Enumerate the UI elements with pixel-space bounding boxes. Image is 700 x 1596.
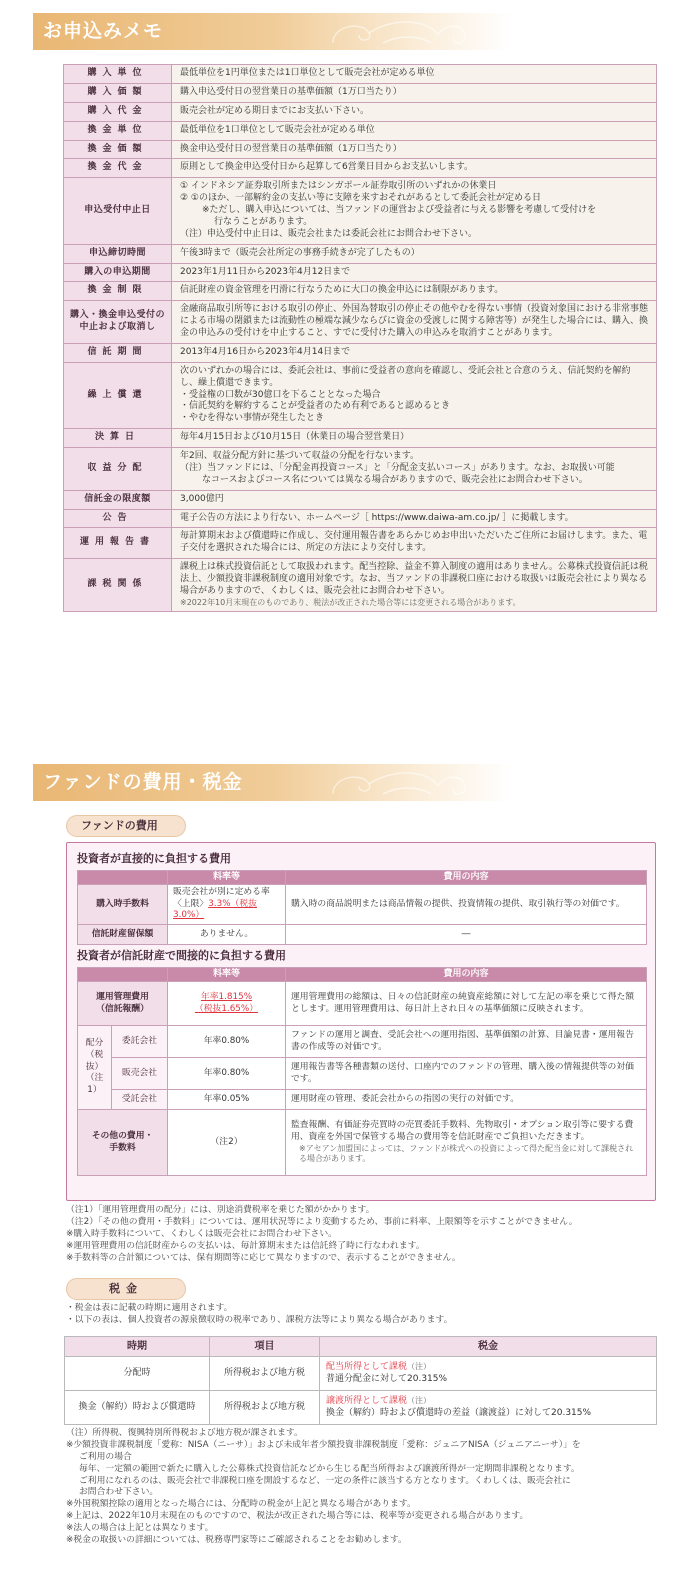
memo-row-text: 最低単位を1円単位または1口単位として販売会社が定める単位 — [180, 68, 435, 78]
direct-cost-table — [77, 870, 647, 945]
alloc-rate: 年率0.80% — [168, 1058, 286, 1090]
memo-row-label: 購入単位 — [64, 65, 172, 84]
header-content: 費用の内容 — [286, 968, 647, 982]
header-blank — [78, 968, 168, 982]
memo-row-value — [172, 282, 657, 301]
mgmt-fee-content: 運用管理費用の総額は、日々の信託財産の純資産総額に対して左記の率を乗じて得た額とします。運用管理費用は、毎日計上され日々の基準価額に反映されます。 — [286, 982, 647, 1026]
memo-row-line: ・やむを得ない事情が発生したとき — [180, 413, 325, 424]
memo-row-text: 信託財産の資金管理を円滑に行なうために大口の換金申込には制限があります。 — [180, 285, 504, 296]
fee-note: ※手数料等の合計額については、保有期間等に応じて異なりますので、表示することができません。 — [66, 1252, 461, 1263]
fees-header-bar — [33, 764, 511, 801]
indirect-cost-heading: 投資者が信託財産で間接的に負担する費用 — [77, 949, 286, 962]
memo-section-title: お申込みメモ — [43, 20, 164, 42]
memo-row-text: 課税上は株式投資信託として取扱われます。配当控除、益金不算入制度の適用はありません。公募株式投資信託は税法上、少額投資非課税制度の適用対象です。なお、当ファンドの非課税口座における取扱いは販売会社により異なる場合がありますので、くわしくは、販売会社にお問合わせ下さい。 — [180, 562, 648, 596]
memo-row — [64, 263, 657, 282]
alloc-label-line3: （注1） — [85, 1073, 104, 1095]
tax-pill: 税金 — [66, 1278, 186, 1300]
tax-detail — [320, 1391, 657, 1425]
alloc-content: 運用報告書等各種書類の送付、口座内でのファンドの管理、購入後の情報提供等の対価です。 — [286, 1058, 647, 1090]
tax-time: 分配時 — [65, 1357, 210, 1391]
retention-content: ― — [286, 924, 647, 944]
tax-detail-sup: （注） — [407, 1361, 432, 1371]
tax-detail-title: 譲渡所得として課税 — [326, 1395, 408, 1406]
memo-row-line: なコースおよびコース名については異なる場合がありますので、販売会社にお問合わせ下さい。 — [202, 474, 588, 485]
alloc-name: 委託会社 — [112, 1026, 168, 1058]
memo-row-value — [172, 83, 657, 102]
fee-note: （注1）「運用管理費用の配分」には、別途消費税率を乗じた額がかかります。 — [66, 1205, 375, 1215]
memo-row-line: 行なうことがあります。 — [214, 216, 313, 227]
purchase-rate-line: 販売会社が別に定める率 — [173, 887, 270, 897]
memo-row-label: 公告 — [64, 509, 172, 528]
memo-row-line: ※ただし、購入申込については、当ファンドの運営および受益者に与える影響を考慮して受付けを — [202, 205, 597, 215]
memo-row — [64, 509, 657, 528]
other-content-note: ※アセアン加盟国によっては、ファンドが株式への投資によって得た配当金に対して課税される場合があります。 — [299, 1143, 634, 1164]
memo-row-value — [172, 301, 657, 344]
tax-item: 所得税および地方税 — [210, 1391, 320, 1425]
memo-row-text: 販売会社が定める期日までにお支払い下さい。 — [180, 105, 370, 116]
memo-row-line: ② ①のほか、一部解約金の支払い等に支障を来すおそれがあるとして委託会社が定める日 — [180, 193, 541, 204]
memo-row-label: 換金価額 — [64, 140, 172, 159]
tax-table — [64, 1336, 657, 1425]
memo-row-value — [172, 102, 657, 121]
memo-row — [64, 102, 657, 121]
memo-row-value — [172, 65, 657, 84]
memo-row — [64, 490, 657, 509]
purchase-rate-cap-label: 〈上限〉 — [173, 898, 209, 909]
tax-note: ※外国税額控除の適用となった場合には、分配時の税金が上記と異なる場合があります。 — [66, 1499, 416, 1510]
alloc-rate: 年率0.80% — [168, 1026, 286, 1058]
memo-row — [64, 559, 657, 612]
alloc-content: 運用財産の管理、委託会社からの指図の実行の対価です。 — [286, 1090, 647, 1110]
fee-note: （注2）「その他の費用・手数料」については、運用状況等により変動するため、事前に料率、上限額等を示すことができません。 — [66, 1216, 578, 1227]
other-content-text: 監査報酬、有価証券売買時の売買委託手数料、先物取引・オプション取引等に要する費用、資産を外国で保管する場合の費用等を信託財産でご負担いただきます。 — [291, 1120, 634, 1142]
memo-row-label: 信託金の限度額 — [64, 490, 172, 509]
memo-row-label: 申込受付中止日 — [64, 178, 172, 244]
memo-row-line: 年2回、収益分配方針に基づいて収益の分配を行ないます。 — [180, 451, 420, 461]
indirect-cost-table — [77, 967, 647, 1176]
memo-row — [64, 282, 657, 301]
purchase-fee-rate — [168, 885, 286, 925]
memo-row-line: ・信託契約を解約することが受益者のため有利であると認めるとき — [180, 401, 451, 412]
other-fee-content — [286, 1110, 647, 1176]
retention-rate: ありません。 — [168, 924, 286, 944]
tax-note: ※少額投資非課税制度「愛称：NISA（ニーサ）」および未成年者少額投資非課税制度「愛称：ジュニアNISA（ジュニアニーサ）」を — [66, 1439, 581, 1450]
tax-detail-title: 配当所得として課税 — [326, 1361, 408, 1372]
header-blank — [78, 871, 168, 885]
direct-cost-heading: 投資者が直接的に負担する費用 — [77, 852, 231, 865]
memo-row-label: 信託期間 — [64, 343, 172, 362]
other-fee-label — [78, 1110, 168, 1176]
tax-intro-line: ・税金は表に記載の時期に適用されます。 — [66, 1303, 233, 1313]
memo-row-value — [172, 121, 657, 140]
memo-row — [64, 448, 657, 491]
memo-row-value — [172, 244, 657, 263]
tax-item: 所得税および地方税 — [210, 1357, 320, 1391]
memo-row-value — [172, 429, 657, 448]
memo-row — [64, 244, 657, 263]
mgmt-rate-line1: 年率1.815% — [200, 991, 253, 1002]
memo-row-text: 金融商品取引所等における取引の停止、外国為替取引の停止その他やむを得ない事情（投資対象国における非常事態による市場の閉鎖または流動性の極端な減少ならびに資金の受渡しに関する障害等）が発生した場合には、購入、換金の申込みの受付けを中止すること、すでに受付けた購入の申込みを取消すことがあります。 — [180, 304, 649, 338]
memo-row-label: 購入の申込期間 — [64, 263, 172, 282]
tax-note: ※上記は、2022年10月末現在のものですので、税法が改正された場合等には、税率等が変更される場合があります。 — [66, 1511, 529, 1522]
alloc-name: 受託会社 — [112, 1090, 168, 1110]
mgmt-label-line1: 運用管理費用 — [96, 991, 149, 1002]
tax-note: 毎年、一定額の範囲で新たに購入した公募株式投資信託などから生じる配当所得および譲渡所得が一定期間非課税となります。 — [79, 1463, 580, 1474]
fee-note: ※運用管理費用の信託財産からの支払いは、毎計算期末または信託終了時に行なわれます。 — [66, 1240, 425, 1251]
memo-row-value — [172, 490, 657, 509]
tax-header-tax: 税金 — [320, 1337, 657, 1357]
memo-row — [64, 343, 657, 362]
memo-row-value — [172, 362, 657, 428]
other-label-line2: 手数料 — [109, 1142, 136, 1153]
other-label-line1: その他の費用・ — [91, 1130, 154, 1141]
memo-row-label: 決算日 — [64, 429, 172, 448]
fee-box — [66, 842, 656, 1201]
memo-row-text: 毎年4月15日および10月15日（休業日の場合翌営業日） — [180, 432, 410, 443]
alloc-label-line2: （税抜） — [85, 1050, 104, 1072]
memo-row-value — [172, 343, 657, 362]
purchase-rate-cap-value: 3.3%（税抜3.0%） — [173, 898, 257, 921]
tax-intro — [66, 1303, 666, 1327]
memo-row — [64, 301, 657, 344]
memo-row-text: 最低単位を1口単位として販売会社が定める単位 — [180, 124, 375, 135]
tax-header-item: 項目 — [210, 1337, 320, 1357]
tax-header-time: 時期 — [65, 1337, 210, 1357]
tax-detail — [320, 1357, 657, 1391]
memo-row-line: （注）申込受付中止日は、販売会社または委託会社にお問合わせ下さい。 — [180, 228, 478, 239]
memo-row — [64, 362, 657, 428]
memo-row-text: 毎計算期末および償還時に作成し、交付運用報告書をあらかじめお申出いただいたご住所にお届けします。また、電子交付を選択された場合には、所定の方法により交付します。 — [180, 531, 648, 554]
memo-row-value — [172, 528, 657, 559]
memo-row-value — [172, 448, 657, 491]
purchase-fee-label: 購入時手数料 — [78, 885, 168, 925]
tax-intro-line: ・以下の表は、個人投資者の源泉徴収時の税率であり、課税方法等により異なる場合があります。 — [66, 1314, 453, 1325]
memo-row-label: 申込締切時間 — [64, 244, 172, 263]
memo-row-text: 原則として換金申込受付日から起算して6営業日目からお支払いします。 — [180, 162, 474, 173]
memo-row-label: 運用報告書 — [64, 528, 172, 559]
tax-note: ※法人の場合は上記とは異なります。 — [66, 1523, 214, 1533]
alloc-label — [78, 1026, 112, 1110]
tax-detail-text: 普通分配金に対して20.315% — [326, 1373, 448, 1384]
memo-row-label: 換金制限 — [64, 282, 172, 301]
memo-row-text: 電子公告の方法により行ない、ホームページ［ https://www.daiwa-am.co.jp/ ］に掲載します。 — [180, 512, 574, 523]
memo-row-label: 課税関係 — [64, 559, 172, 612]
tax-note: （注）所得税、復興特別所得税および地方税が課されます。 — [66, 1428, 303, 1438]
purchase-rate-cap — [173, 899, 280, 922]
tax-notes — [66, 1428, 666, 1547]
memo-table — [63, 64, 657, 612]
tax-detail-text: 換金（解約）時および償還時の差益（譲渡益）に対して20.315% — [326, 1407, 592, 1418]
memo-row-line: ・受益権の口数が30億口を下ることとなった場合 — [180, 389, 381, 400]
memo-row-text: 2023年1月11日から2023年4月12日まで — [180, 266, 351, 277]
memo-row-note: ※2022年10月末現在のものであり、税法が改正された場合等には変更される場合があります。 — [180, 597, 521, 607]
memo-row-line: （注）当ファンドには、「分配金再投資コース」と「分配金支払いコース」があります。なお、お取扱い可能 — [180, 462, 615, 473]
memo-row-label: 購入代金 — [64, 102, 172, 121]
memo-row — [64, 429, 657, 448]
alloc-name: 販売会社 — [112, 1058, 168, 1090]
memo-row-label: 繰上償還 — [64, 362, 172, 428]
memo-row-text: 午後3時まで（販売会社所定の事務手続きが完了したもの） — [180, 247, 420, 258]
other-fee-rate: （注2） — [168, 1110, 286, 1176]
memo-header-bar — [33, 13, 511, 50]
alloc-label-line1: 配分 — [85, 1038, 104, 1049]
mgmt-fee-rate — [168, 982, 286, 1026]
memo-row-line: ① インドネシア証券取引所またはシンガポール証券取引所のいずれかの休業日 — [180, 181, 497, 192]
memo-row-value — [172, 509, 657, 528]
memo-row — [64, 178, 657, 244]
memo-row-value — [172, 263, 657, 282]
memo-row-line: 次のいずれかの場合には、委託会社は、事前に受益者の意向を確認し、受託会社と合意のうえ、信託契約を解約し、繰上償還できます。 — [180, 365, 631, 388]
tax-note: ご利用の場合 — [79, 1451, 132, 1462]
alloc-content: ファンドの運用と調査、受託会社への運用指図、基準価額の計算、目論見書・運用報告書の作成等の対価です。 — [286, 1026, 647, 1058]
memo-row-label: 収益分配 — [64, 448, 172, 491]
memo-row — [64, 159, 657, 178]
header-rate: 料率等 — [168, 968, 286, 982]
memo-row-value — [172, 159, 657, 178]
memo-row — [64, 528, 657, 559]
tax-note: お問合わせ下さい。 — [79, 1487, 159, 1498]
header-content: 費用の内容 — [286, 871, 647, 885]
memo-row-label: 購入・換金申込受付の中止および取消し — [64, 301, 172, 344]
alloc-rate: 年率0.05% — [168, 1090, 286, 1110]
memo-row — [64, 140, 657, 159]
mgmt-label-line2: （信託報酬） — [96, 1003, 149, 1014]
purchase-fee-content: 購入時の商品説明または商品情報の提供、投資情報の提供、取引執行等の対価です。 — [286, 885, 647, 925]
memo-row-label: 購入価額 — [64, 83, 172, 102]
tax-detail-sup: （注） — [407, 1395, 432, 1405]
memo-row-text: 2013年4月16日から2023年4月14日まで — [180, 346, 351, 357]
retention-label: 信託財産留保額 — [78, 924, 168, 944]
fee-notes — [66, 1205, 666, 1264]
memo-row-value — [172, 178, 657, 244]
memo-row-label: 換金単位 — [64, 121, 172, 140]
memo-row-label: 換金代金 — [64, 159, 172, 178]
memo-row-text: 購入申込受付日の翌営業日の基準価額（1万口当たり） — [180, 86, 402, 97]
header-rate: 料率等 — [168, 871, 286, 885]
mgmt-fee-label — [78, 982, 168, 1026]
memo-row — [64, 121, 657, 140]
fee-note: ※購入時手数料について、くわしくは販売会社にお問合わせ下さい。 — [66, 1228, 337, 1239]
tax-note: ご利用になれるのは、販売会社で非課税口座を開設するなど、一定の条件に該当する方となります。くわしくは、販売会社に — [79, 1475, 571, 1486]
memo-row-value — [172, 559, 657, 612]
memo-row-value — [172, 140, 657, 159]
tax-note: ※税金の取扱いの詳細については、税務専門家等にご確認されることをお勧めします。 — [66, 1534, 407, 1545]
fees-section-title: ファンドの費用・税金 — [43, 771, 243, 793]
tax-time: 換金（解約）時および償還時 — [65, 1391, 210, 1425]
memo-row-text: 3,000億円 — [180, 493, 224, 504]
memo-row-text: 換金申込受付日の翌営業日の基準価額（1万口当たり） — [180, 143, 402, 154]
memo-row — [64, 65, 657, 84]
memo-row — [64, 83, 657, 102]
mgmt-rate-line2: （税抜1.65%） — [194, 1003, 259, 1014]
fund-costs-pill: ファンドの費用 — [66, 815, 186, 837]
